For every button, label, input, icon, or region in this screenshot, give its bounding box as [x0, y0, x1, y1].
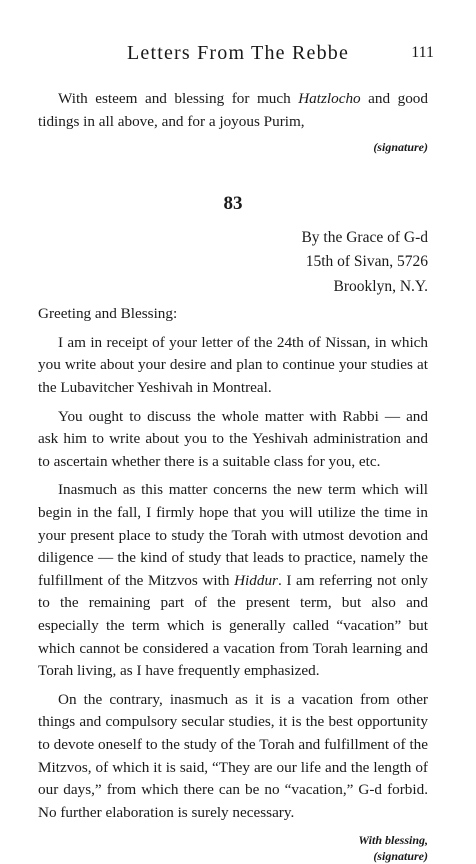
letter-dateline [38, 226, 428, 300]
letter-signature: (signature) [373, 849, 428, 864]
letter-paragraph-3 [38, 479, 428, 682]
dateline-line-3: Brooklyn, N.Y. [333, 277, 428, 295]
paragraph-3-italic-term: Hiddur [234, 571, 278, 589]
closing-salutation: With blessing, [358, 833, 428, 848]
dateline-line-2: 15th of Sivan, 5726 [305, 253, 428, 271]
letter-paragraph-2: You ought to discuss the whole matter with Rabbi — and ask him to write about you to the Yeshivah administration and to ascertain whether there is a suitable class for you, etc. [38, 407, 428, 470]
letter-closing [38, 832, 428, 864]
letter-paragraph-4: On the contrary, inasmuch as it is a vacation from other things and compulsory secular studies, it is the best opportunity to devote oneself to the study of the Torah and fulfillment of the Mitzvos, of which it is said, “They are our life and the length of our days,” from which there can be no “vacation,” G-d forbid. No further elaboration is surely necessary. [38, 690, 428, 821]
closing-text-end: and good tidings in all above, and for a joyous Purim, [38, 90, 428, 130]
previous-letter-signature: (signature) [373, 140, 428, 155]
letter-paragraph-1: I am in receipt of your letter of the 24th of Nissan, in which you write about your desire and plan to continue your studies at the Lubavitcher Yeshivah in Montreal. [38, 333, 428, 397]
paragraph-3-end: . I am referring not only to the remaining part of the present term, but also and especially the term which is generally called “vacation” but which cannot be considered a vacation from Torah learning and Torah living, as I have frequently emphasized. [38, 571, 428, 680]
previous-letter-closing [38, 88, 428, 133]
closing-italic-term: Hatzlocho [298, 90, 361, 107]
closing-text-start: With esteem and blessing for much [58, 90, 299, 107]
letter-greeting: Greeting and Blessing: [38, 305, 178, 323]
paragraph-3-start: Inasmuch as this matter concerns the new term which will begin in the fall, I firmly hope that you will utilize the time in your present place to study the Torah with utmost devotion and diligence — the kind of study that leads to practice, namely the fulfillment of the Mitzvos with [38, 481, 428, 589]
page-body [38, 88, 428, 864]
letter-number: 83 [223, 193, 243, 215]
running-header-title: Letters From The Rebbe [126, 42, 350, 64]
page-number: 111 [411, 44, 434, 61]
dateline-line-1: By the Grace of G-d [301, 228, 428, 246]
